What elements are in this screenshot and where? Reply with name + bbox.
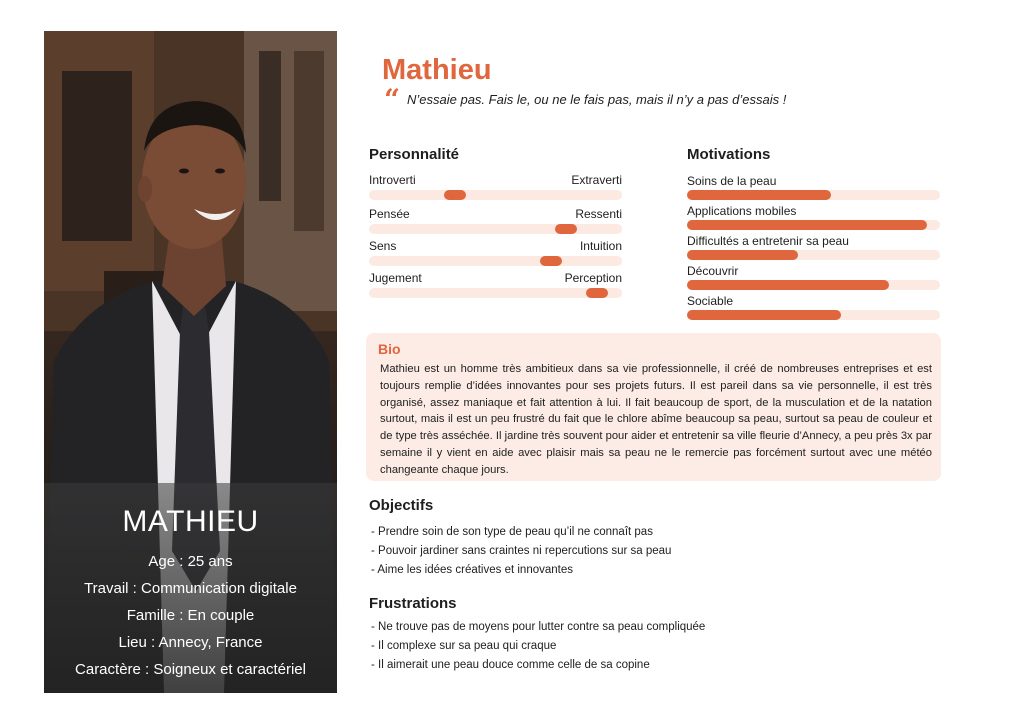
trait-left-label: Pensée [369, 207, 410, 221]
trait-left-label: Jugement [369, 271, 422, 285]
list-item: - Aime les idées créatives et innovantes [371, 564, 573, 576]
motivation-soins-peau [687, 174, 940, 204]
objectifs-title: Objectifs [369, 497, 434, 514]
list-item: - Pouvoir jardiner sans craintes ni repercutions sur sa peau [371, 545, 672, 557]
trait-track [369, 224, 622, 234]
personality-title: Personnalité [369, 146, 460, 163]
trait-knob [444, 190, 466, 200]
motivations-title: Motivations [687, 146, 771, 163]
bio-box [366, 333, 941, 481]
trait-right-label: Extraverti [571, 173, 622, 187]
motivation-decouvrir [687, 264, 940, 294]
motivation-label: Applications mobiles [687, 204, 797, 218]
frustrations-list [371, 619, 705, 676]
motivation-applications [687, 204, 940, 234]
motivation-label: Difficultés a entretenir sa peau [687, 234, 849, 248]
list-item: - Il complexe sur sa peau qui craque [371, 640, 557, 652]
list-item: - Prendre soin de son type de peau qu’il ne connaît pas [371, 526, 653, 538]
trait-sens-intuition [369, 239, 622, 269]
card-work: Travail : Communication digitale [84, 580, 297, 597]
motivation-fill [687, 280, 889, 290]
trait-left-label: Introverti [369, 173, 416, 187]
motivation-label: Sociable [687, 294, 734, 308]
card-details [44, 553, 337, 688]
motivation-fill [687, 250, 798, 260]
motivation-difficultes [687, 234, 940, 264]
card-location: Lieu : Annecy, France [118, 634, 263, 651]
trait-knob [555, 224, 577, 234]
quote-icon: “ [384, 83, 401, 116]
motivation-fill [687, 310, 841, 320]
trait-right-label: Perception [564, 271, 622, 285]
trait-knob [586, 288, 608, 298]
trait-right-label: Intuition [579, 239, 622, 253]
motivation-fill [687, 190, 831, 200]
trait-knob [540, 256, 562, 266]
persona-name: Mathieu [382, 54, 492, 86]
motivation-label: Découvrir [687, 264, 739, 278]
motivation-label: Soins de la peau [687, 174, 777, 188]
list-item: - Ne trouve pas de moyens pour lutter contre sa peau compliquée [371, 621, 706, 633]
bio-title: Bio [378, 341, 401, 357]
list-item: - Il aimerait une peau douce comme celle de sa copine [371, 659, 650, 671]
trait-pensee-ressenti [369, 207, 622, 237]
motivation-fill [687, 220, 927, 230]
trait-track [369, 190, 622, 200]
card-family: Famille : En couple [126, 607, 255, 624]
trait-track [369, 256, 622, 266]
bio-text: Mathieu est un homme très ambitieux dans sa vie professionnelle, il créé de nombreuses entreprises et est toujours remplie d’idées innovantes pour ses projets futurs. Il est pareil dans sa vie personnelle, il est très organisé, assez maniaque et fait attention à lui. Il fait beaucoup de sport, de la musculation et de la natation surtout, mais il est un peu frustré du fait que le chlore abîme beaucoup sa peau, surtout sa peau de couleur et de type très asséchée. Il jardine très souvent pour aider et entretenir sa ville fleurie d’Annecy, a peu près 3x par semaine il y vient en aide avec plaisir mais sa peau ne le remercie pas forcément surtout avec une météo changeante chaque jours. [380, 363, 932, 476]
card-name: MATHIEU [122, 505, 259, 538]
card-character: Caractère : Soigneux et caractériel [75, 661, 306, 678]
frustrations-title: Frustrations [369, 595, 457, 612]
trait-introverti-extraverti [369, 173, 622, 203]
card-age: Age : 25 ans [148, 553, 233, 570]
persona-quote: N’essaie pas. Fais le, ou ne le fais pas, mais il n’y a pas d’essais ! [407, 92, 787, 107]
objectifs-list [371, 524, 671, 581]
trait-left-label: Sens [369, 239, 397, 253]
motivation-sociable [687, 294, 940, 324]
persona-photo-card [44, 31, 337, 693]
trait-right-label: Ressenti [575, 207, 622, 221]
trait-track [369, 288, 622, 298]
trait-jugement-perception [369, 271, 622, 301]
